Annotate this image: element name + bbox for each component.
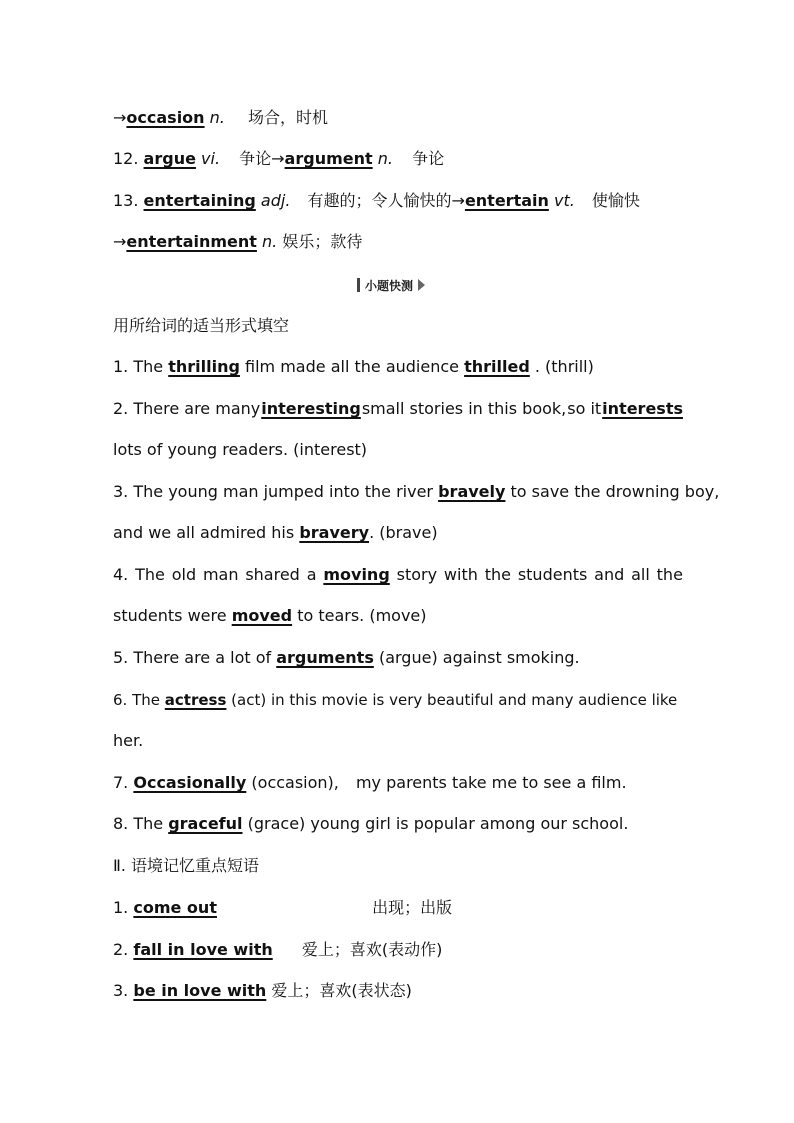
answer: arguments bbox=[276, 648, 374, 667]
answer: bravely bbox=[438, 482, 506, 501]
question-text: 8. The bbox=[113, 814, 164, 833]
question-text: 3. The young man jumped into the river bbox=[113, 482, 433, 501]
answer: graceful bbox=[168, 814, 243, 833]
question-text: . (thrill) bbox=[534, 357, 594, 376]
arrow: → bbox=[113, 108, 127, 127]
quiz-item-8 bbox=[113, 813, 683, 835]
vocab-line-13 bbox=[113, 190, 683, 212]
meaning: 场合，时机 bbox=[247, 108, 328, 127]
section-2-title: Ⅱ. 语境记忆重点短语 bbox=[113, 856, 260, 875]
arrow: → bbox=[451, 191, 465, 210]
question-text: (grace) young girl is popular among our school. bbox=[247, 814, 629, 833]
answer: interesting bbox=[261, 399, 361, 418]
question-text: 2. There are many bbox=[113, 399, 261, 418]
question-word: old bbox=[171, 565, 197, 584]
question-word: the bbox=[484, 565, 511, 584]
answer: actress bbox=[164, 691, 227, 709]
quiz-item-3 bbox=[113, 481, 720, 503]
quiz-item-4-cont bbox=[113, 605, 683, 627]
meaning: 娱乐；款待 bbox=[282, 232, 363, 251]
question-word: a bbox=[306, 565, 317, 584]
question-word: students bbox=[517, 565, 588, 584]
answer: thrilling bbox=[168, 357, 240, 376]
question-text: . (brave) bbox=[369, 523, 438, 542]
question-word: The bbox=[135, 565, 165, 584]
arrow: → bbox=[113, 232, 127, 251]
quiz-instruction: 用所给词的适当形式填空 bbox=[113, 316, 290, 335]
part-of-speech: adj. bbox=[260, 191, 291, 210]
quiz-item-3-cont bbox=[113, 522, 683, 544]
question-word: all bbox=[631, 565, 650, 584]
question-text: 7. bbox=[113, 773, 129, 792]
meaning: 爱上；喜欢(表动作) bbox=[301, 940, 443, 959]
vocab-line-occasion bbox=[113, 107, 683, 129]
answer: interests bbox=[602, 399, 683, 418]
question-text: (argue) against smoking. bbox=[378, 648, 580, 667]
vocab-word-derived: entertain bbox=[464, 191, 549, 210]
quiz-item-6-cont: her. bbox=[113, 731, 144, 750]
phrase: be in love with bbox=[133, 981, 267, 1000]
vocab-word: entertaining bbox=[143, 191, 256, 210]
phrase-item-1 bbox=[113, 897, 683, 919]
triangle-right-icon bbox=[418, 279, 425, 291]
quiz-item-2 bbox=[113, 398, 683, 420]
quiz-item-1 bbox=[113, 356, 683, 378]
question-text: (act) in this movie is very beautiful and many audience like bbox=[231, 691, 678, 709]
part-of-speech: vi. bbox=[201, 149, 221, 168]
part-of-speech: n. bbox=[377, 149, 393, 168]
quiz-section-tag bbox=[357, 276, 425, 294]
meaning: 有趣的；令人愉快的 bbox=[307, 191, 452, 210]
phrase: come out bbox=[133, 898, 217, 917]
question-text: film made all the audience bbox=[245, 357, 459, 376]
arrow: → bbox=[271, 149, 285, 168]
question-text: my parents take me to see a film. bbox=[355, 773, 627, 792]
question-text: small stories in this book, bbox=[361, 399, 567, 418]
question-text: (occasion), bbox=[251, 773, 339, 792]
quiz-item-7 bbox=[113, 772, 683, 794]
vocab-word-derived: argument bbox=[284, 149, 373, 168]
quiz-tag-label: 小题快测 bbox=[365, 278, 414, 293]
question-text: to tears. (move) bbox=[297, 606, 427, 625]
quiz-item-4 bbox=[113, 564, 683, 586]
item-number: 1. bbox=[113, 898, 129, 917]
item-number: 13. bbox=[113, 191, 139, 210]
question-word: with bbox=[443, 565, 478, 584]
item-number: 3. bbox=[113, 981, 129, 1000]
part-of-speech: n. bbox=[262, 232, 278, 251]
question-text: 1. The bbox=[113, 357, 164, 376]
phrase-item-2 bbox=[113, 939, 683, 961]
phrase: fall in love with bbox=[133, 940, 273, 959]
meaning: 争论 bbox=[239, 149, 272, 168]
vocab-word: entertainment bbox=[126, 232, 257, 251]
meaning: 争论 bbox=[412, 149, 445, 168]
question-text: to save the drowning boy, bbox=[510, 482, 720, 501]
vocab-line-entertainment bbox=[113, 231, 683, 253]
question-text: 5. There are a lot of bbox=[113, 648, 272, 667]
question-word: 4. bbox=[113, 565, 129, 584]
question-word: the bbox=[656, 565, 683, 584]
question-word: story bbox=[396, 565, 438, 584]
question-text: so it bbox=[567, 399, 602, 418]
question-word: and bbox=[594, 565, 625, 584]
answer: thrilled bbox=[464, 357, 530, 376]
answer: moved bbox=[231, 606, 293, 625]
quiz-item-6 bbox=[113, 689, 683, 711]
question-text: students were bbox=[113, 606, 227, 625]
question-word: man bbox=[202, 565, 239, 584]
phrase-item-3 bbox=[113, 980, 683, 1002]
quiz-item-2-cont: lots of young readers. (interest) bbox=[113, 440, 368, 459]
meaning: 爱上；喜欢(表状态) bbox=[271, 981, 412, 1000]
item-number: 2. bbox=[113, 940, 129, 959]
meaning: 出现；出版 bbox=[372, 898, 453, 917]
question-text: and we all admired his bbox=[113, 523, 295, 542]
answer: bravery bbox=[299, 523, 370, 542]
vocab-line-12 bbox=[113, 148, 683, 170]
vocab-word: occasion bbox=[126, 108, 205, 127]
vocab-word: argue bbox=[143, 149, 196, 168]
quiz-item-5 bbox=[113, 647, 683, 669]
answer: moving bbox=[323, 565, 390, 584]
question-word: shared bbox=[245, 565, 300, 584]
meaning: 使愉快 bbox=[591, 191, 640, 210]
question-text: 6. The bbox=[113, 691, 160, 709]
part-of-speech: vt. bbox=[553, 191, 575, 210]
part-of-speech: n. bbox=[209, 108, 225, 127]
answer: Occasionally bbox=[133, 773, 247, 792]
tag-bar-icon bbox=[357, 278, 360, 292]
item-number: 12. bbox=[113, 149, 139, 168]
